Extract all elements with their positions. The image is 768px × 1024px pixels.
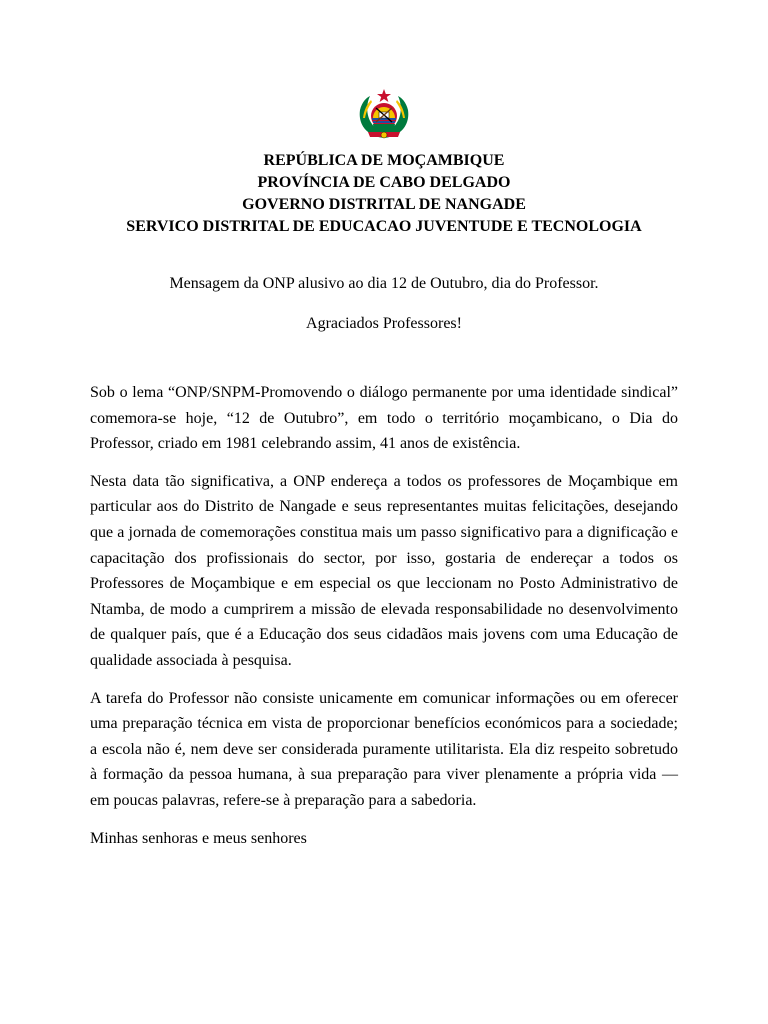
header-district-government: GOVERNO DISTRITAL DE NANGADE bbox=[242, 196, 526, 213]
header-republic: REPÚBLICA DE MOÇAMBIQUE bbox=[263, 152, 505, 169]
paragraph-1: Sob o lema “ONP/SNPM-Promovendo o diálogo permanente por uma identidade sindical” comemora-se hoje, “12 de Outubro”, em todo o território moçambicano, o Dia do Professor, criado em 1981 celebrando assim, 41 anos de existência. bbox=[90, 384, 678, 453]
mozambique-coat-of-arms-icon bbox=[354, 88, 414, 140]
paragraph-4: Minhas senhoras e meus senhores bbox=[90, 829, 307, 847]
document-header bbox=[0, 150, 768, 238]
message-title: Mensagem da ONP alusivo ao dia 12 de Outubro, dia do Professor. bbox=[169, 275, 599, 292]
greeting: Agraciados Professores! bbox=[306, 315, 462, 332]
document-body bbox=[90, 380, 678, 863]
header-province: PROVÍNCIA DE CABO DELGADO bbox=[257, 174, 511, 191]
paragraph-3: A tarefa do Professor não consiste unicamente em comunicar informações ou em oferecer uma preparação técnica em vista de proporcionar benefícios económicos para a sociedade; a escola não é, nem deve ser considerada puramente utilitarista. Ela diz respeito sobretudo à formação da pessoa humana, à sua preparação para viver plenamente a própria vida — em poucas palavras, refere-se à preparação para a sabedoria. bbox=[90, 689, 678, 809]
paragraph-2: Nesta data tão significativa, a ONP endereça a todos os professores de Moçambique em particular aos do Distrito de Nangade e seus representantes muitas felicitações, desejando que a jornada de comemorações constitua mais um passo significativo para a dignificação e capacitação dos profissionais do sector, por isso, gostaria de endereçar a todos os Professores de Moçambique e em especial os que leccionam no Posto Administrativo de Ntamba, de modo a cumprirem a missão de elevada responsabilidade no desenvolvimento de qualquer país, que é a Educação dos seus cidadãos mais jovens com uma Educação de qualidade associada à pesquisa. bbox=[90, 472, 678, 669]
header-district-service: SERVICO DISTRITAL DE EDUCACAO JUVENTUDE E TECNOLOGIA bbox=[126, 218, 642, 235]
